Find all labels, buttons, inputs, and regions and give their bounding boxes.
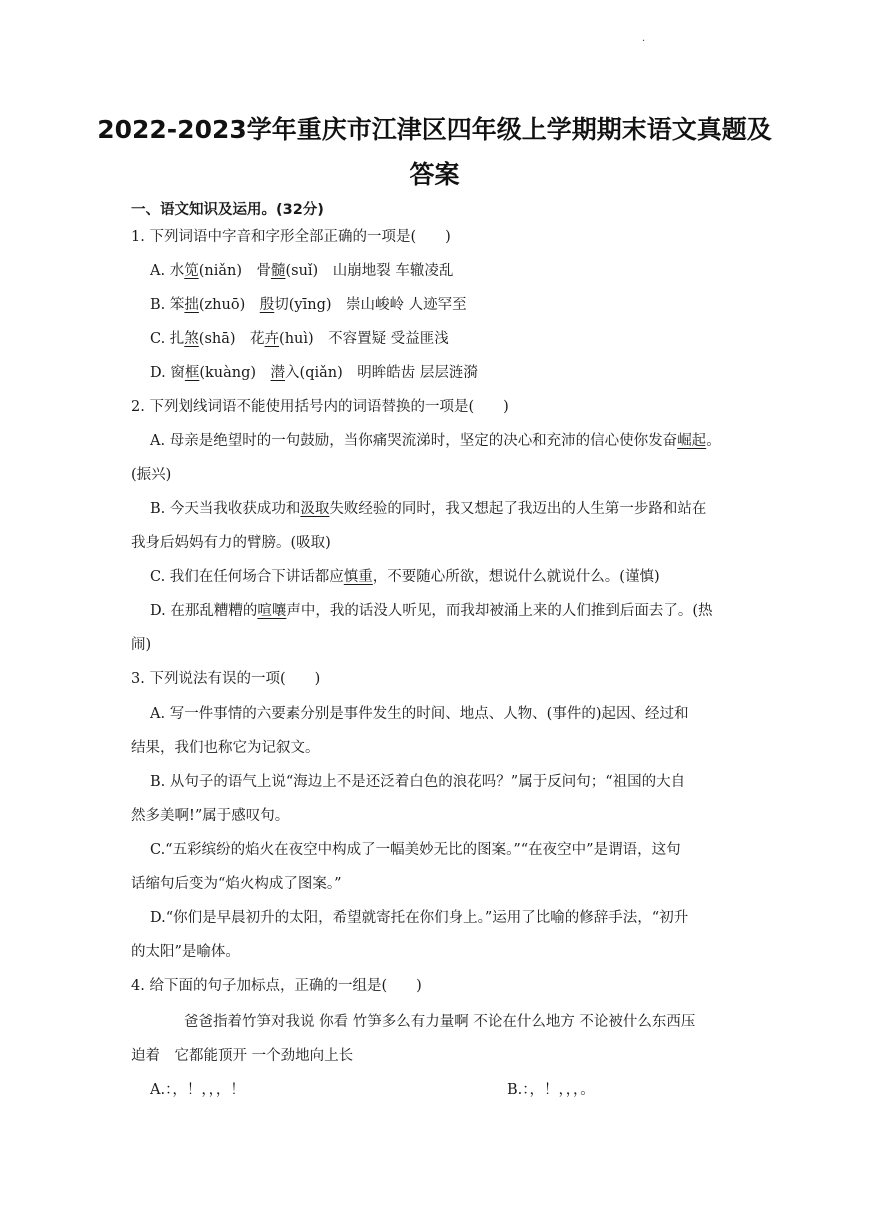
q1-option-a: A. 水笕(niǎn) 骨髓(suǐ) 山崩地裂 车辙凌乱	[150, 263, 454, 279]
q2-option-a-cont: (振兴)	[131, 467, 172, 483]
q2-option-d-cont: 闹)	[131, 637, 152, 653]
q2-option-c: C. 我们在任何场合下讲话都应慎重，不要随心所欲，想说什么就说什么。(谨慎)	[150, 569, 660, 585]
q4-stem: 4. 给下面的句子加标点，正确的一组是( )	[131, 978, 422, 994]
q3-option-d: D.“你们是早晨初升的太阳，希望就寄托在你们身上。”运用了比喻的修辞手法，“初升	[150, 910, 689, 926]
q3-option-c-cont: 话缩句后变为“焰火构成了图案。”	[131, 876, 342, 892]
q4-sentence-line1: 爸爸指着竹笋对我说 你看 竹笋多么有力量啊 不论在什么地方 不论被什么东西压	[184, 1014, 696, 1030]
q2-option-b: B. 今天当我收获成功和汲取失败经验的同时，我又想起了我迈出的人生第一步路和站在	[150, 501, 707, 517]
q3-option-a: A. 写一件事情的六要素分别是事件发生的时间、地点、人物、(事件的)起因、经过和	[150, 706, 689, 722]
q3-option-b-cont: 然多美啊!”属于感叹句。	[131, 808, 290, 824]
q2-option-a: A. 母亲是绝望时的一句鼓励，当你痛哭流涕时，坚定的决心和充沛的信心使你发奋崛起。	[150, 433, 721, 449]
q2-stem: 2. 下列划线词语不能使用括号内的词语替换的一项是( )	[131, 399, 509, 415]
q3-option-a-cont: 结果，我们也称它为记叙文。	[131, 740, 320, 756]
q1-option-d: D. 窗框(kuàng) 潜入(qiǎn) 明眸皓齿 层层涟漪	[150, 365, 478, 381]
page-dot: ·	[642, 36, 646, 47]
q3-option-b: B. 从句子的语气上说“海边上不是还泛着白色的浪花吗？”属于反问句；“祖国的大自	[150, 774, 686, 790]
q4-sentence-line2: 迫着 它都能顶开 一个劲地向上长	[131, 1048, 354, 1064]
q1-stem: 1. 下列词语中字音和字形全部正确的一项是( )	[131, 229, 451, 245]
page-title-line1: 2022-2023学年重庆市江津区四年级上学期期末语文真题及	[97, 115, 772, 144]
q3-stem: 3. 下列说法有误的一项( )	[131, 671, 321, 687]
q1-option-c: C. 扎煞(shā) 花卉(huì) 不容置疑 受益匪浅	[150, 331, 449, 347]
q2-option-b-cont: 我身后妈妈有力的臂膀。(吸取)	[131, 535, 331, 551]
q4-option-a: A.：，！，，，！	[150, 1082, 245, 1098]
q1-option-b: B. 笨拙(zhuō) 殷切(yīng) 崇山峻岭 人迹罕至	[150, 297, 467, 313]
page-title-line2: 答案	[409, 160, 460, 189]
q3-option-d-cont: 的太阳”是喻体。	[131, 944, 240, 960]
q4-option-b: B.：，！，，，。	[507, 1082, 595, 1098]
section-heading: 一、语文知识及运用。(32分)	[131, 202, 324, 218]
q3-option-c: C.“五彩缤纷的焰火在夜空中构成了一幅美妙无比的图案。”“在夜空中”是谓语，这句	[150, 842, 681, 858]
q2-option-d: D. 在那乱糟糟的喧嚷声中，我的话没人听见，而我却被涌上来的人们推到后面去了。(热	[150, 603, 713, 619]
